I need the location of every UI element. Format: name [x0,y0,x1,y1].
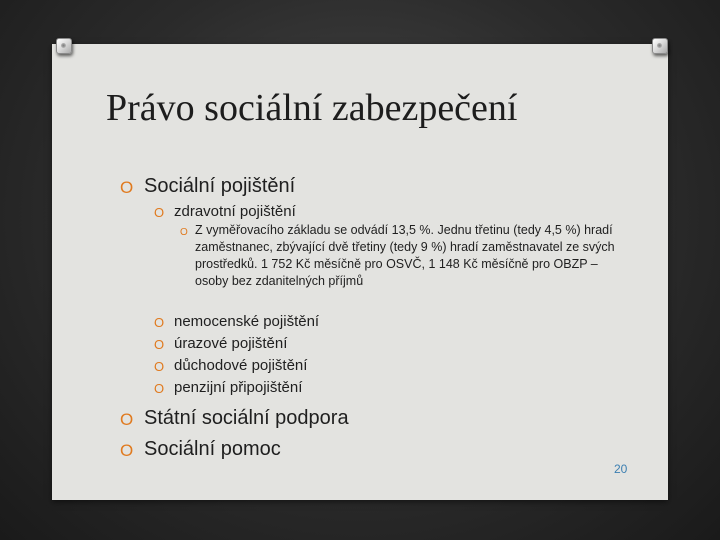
page-number: 20 [614,462,628,476]
list-item-supplementary-pension: penzijní připojištění [174,379,303,396]
bullet-marker: O [154,205,165,220]
list-item-pension-insurance: důchodové pojištění [174,357,308,374]
list-item-sickness-insurance: nemocenské pojištění [174,313,320,330]
bullet-marker: O [120,441,134,460]
bullet-marker: O [154,337,165,352]
bullet-marker: O [154,381,165,396]
bullet-marker: O [154,315,165,330]
list-item-social-insurance: Sociální pojištění [144,175,296,197]
list-item-accident-insurance: úrazové pojištění [174,335,288,352]
pin-top-right-icon [652,38,668,54]
pin-top-left-icon [56,38,72,54]
list-item-health-details: Z vyměřovacího základu se odvádí 13,5 %. Jednu třetinu (tedy 4,5 %) hradí zaměstnanec, zbývající dvě třetiny (tedy 9 %) hradí zaměstnavatel ze svých prostředků. 1 752 Kč měsíčně pro OSVČ, 1 148 Kč měsíčně pro OBZP – osoby bez zdanitelných příjmů [195,223,615,288]
bullet-marker: O [180,227,188,238]
bullet-marker: O [154,359,165,374]
list-item-social-assistance: Sociální pomoc [144,438,281,460]
list-item-state-social-support: Státní sociální podpora [144,407,349,429]
bullet-marker: O [120,410,134,429]
bullet-marker: O [120,178,134,197]
list-item-health-insurance: zdravotní pojištění [174,203,296,220]
slide-title: Právo sociální zabezpečení [106,87,518,129]
